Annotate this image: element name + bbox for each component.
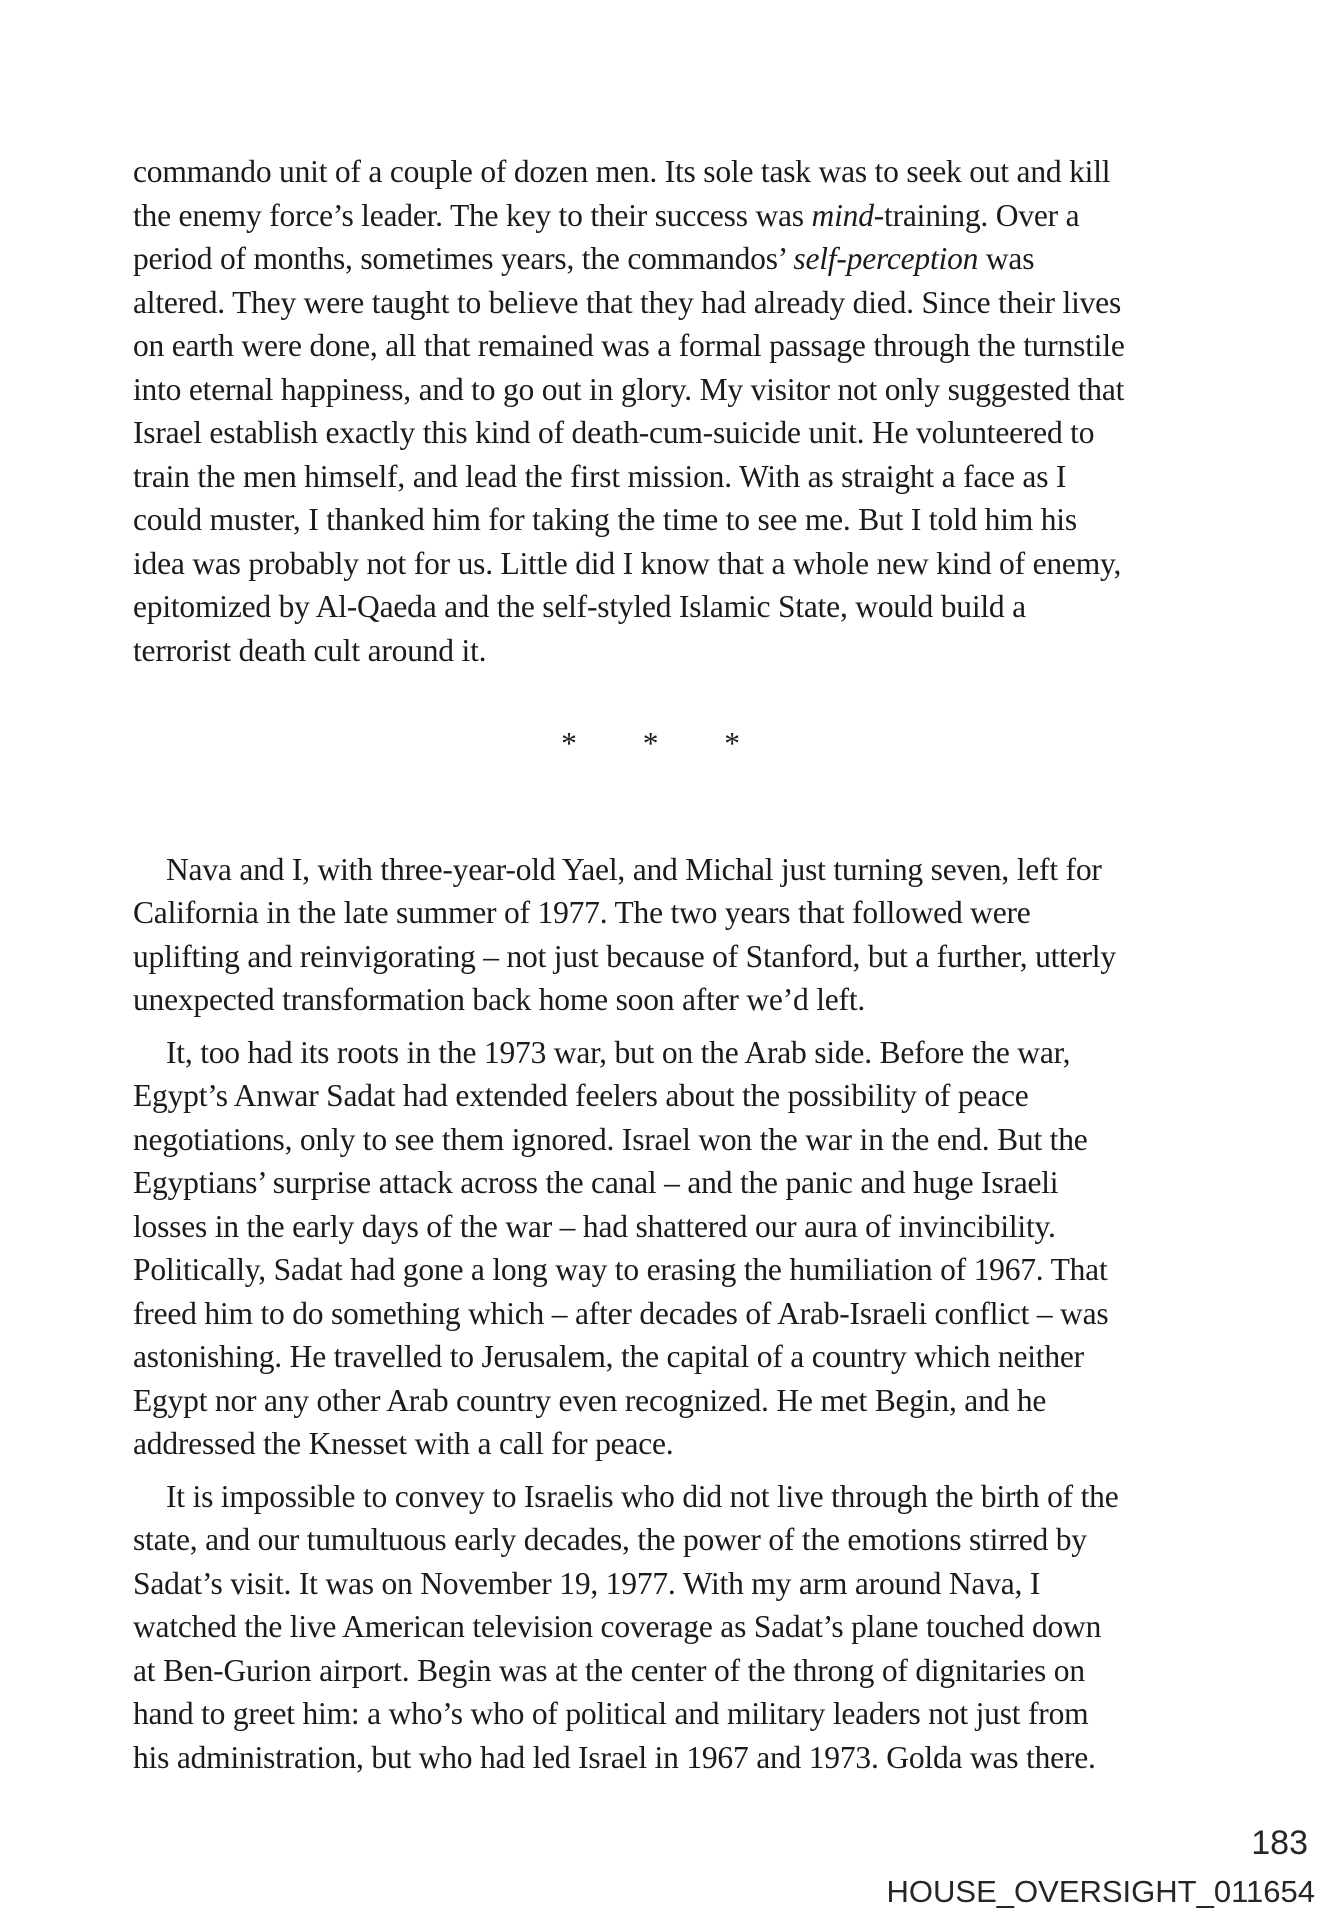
paragraph — [133, 848, 1168, 1022]
text-line: It is impossible to convey to Israelis who did not live through the birth of the — [166, 1478, 1119, 1514]
text-line: on earth were done, all that remained was a formal passage through the turnstile — [133, 328, 1125, 363]
text-line: freed him to do something which – after decades of Arab-Israeli conflict – was — [133, 1295, 1109, 1331]
text-line: hand to greet him: a who’s who of political and military leaders not just from — [133, 1696, 1089, 1731]
text-line: losses in the early days of the war – had shattered our aura of invincibility. — [133, 1208, 1056, 1244]
text-line: Nava and I, with three-year-old Yael, and Michal just turning seven, left for — [166, 851, 1102, 887]
paragraph — [133, 1031, 1168, 1466]
body-text — [133, 150, 1168, 1788]
text-line: terrorist death cult around it. — [133, 632, 487, 668]
asterisk: * — [642, 726, 659, 761]
text-line: Egyptians’ surprise attack across the canal – and the panic and huge Israeli — [133, 1165, 1059, 1200]
text-line: epitomized by Al-Qaeda and the self-styled Islamic State, would build a — [133, 589, 1026, 624]
text-line: Egypt’s Anwar Sadat had extended feelers about the possibility of peace — [133, 1078, 1029, 1113]
asterisk: * — [561, 726, 577, 761]
text-line: addressed the Knesset with a call for peace. — [133, 1426, 674, 1461]
text-line: astonishing. He travelled to Jerusalem, the capital of a country which neither — [133, 1339, 1084, 1374]
section-separator — [133, 722, 1168, 766]
text-line: his administration, but who had led Israel in 1967 and 1973. Golda was there. — [133, 1739, 1096, 1775]
text-line: uplifting and reinvigorating – not just because of Stanford, but a further, utterly — [133, 938, 1116, 974]
text-line: Egypt nor any other Arab country even recognized. He met Begin, and he — [133, 1382, 1047, 1418]
text-line: train the men himself, and lead the first mission. With as straight a face as I — [133, 458, 1067, 494]
paragraph — [133, 1475, 1168, 1780]
asterisk: * — [724, 726, 740, 761]
text-line: altered. They were taught to believe that they had already died. Since their lives — [133, 284, 1122, 320]
text-line: period of months, sometimes years, the commandos’ self-perception was — [133, 241, 1035, 276]
text-line: watched the live American television coverage as Sadat’s plane touched down — [133, 1609, 1102, 1644]
text-line: It, too had its roots in the 1973 war, but on the Arab side. Before the war, — [166, 1034, 1071, 1070]
text-line: Israel establish exactly this kind of death-cum-suicide unit. He volunteered to — [133, 415, 1095, 450]
bates-stamp: HOUSE_OVERSIGHT_011654 — [886, 1874, 1315, 1909]
text-line: could muster, I thanked him for taking the time to see me. But I told him his — [133, 502, 1077, 537]
text-line: into eternal happiness, and to go out in glory. My visitor not only suggested that — [133, 371, 1125, 407]
text-line: Politically, Sadat had gone a long way to erasing the humiliation of 1967. That — [133, 1252, 1108, 1287]
text-line: commando unit of a couple of dozen men. Its sole task was to seek out and kill — [133, 154, 1111, 189]
text-line: unexpected transformation back home soon after we’d left. — [133, 982, 866, 1017]
text-line: California in the late summer of 1977. The two years that followed were — [133, 895, 1031, 930]
text-line: negotiations, only to see them ignored. Israel won the war in the end. But the — [133, 1121, 1088, 1157]
text-line: the enemy force’s leader. The key to their success was mind-training. Over a — [133, 197, 1080, 233]
page-number: 183 — [1251, 1824, 1308, 1862]
paragraph — [133, 150, 1168, 672]
text-line: idea was probably not for us. Little did I know that a whole new kind of enemy, — [133, 545, 1122, 581]
text-line: state, and our tumultuous early decades, the power of the emotions stirred by — [133, 1522, 1087, 1557]
text-line: at Ben-Gurion airport. Begin was at the center of the throng of dignitaries on — [133, 1652, 1085, 1688]
text-line: Sadat’s visit. It was on November 19, 1977. With my arm around Nava, I — [133, 1565, 1041, 1601]
